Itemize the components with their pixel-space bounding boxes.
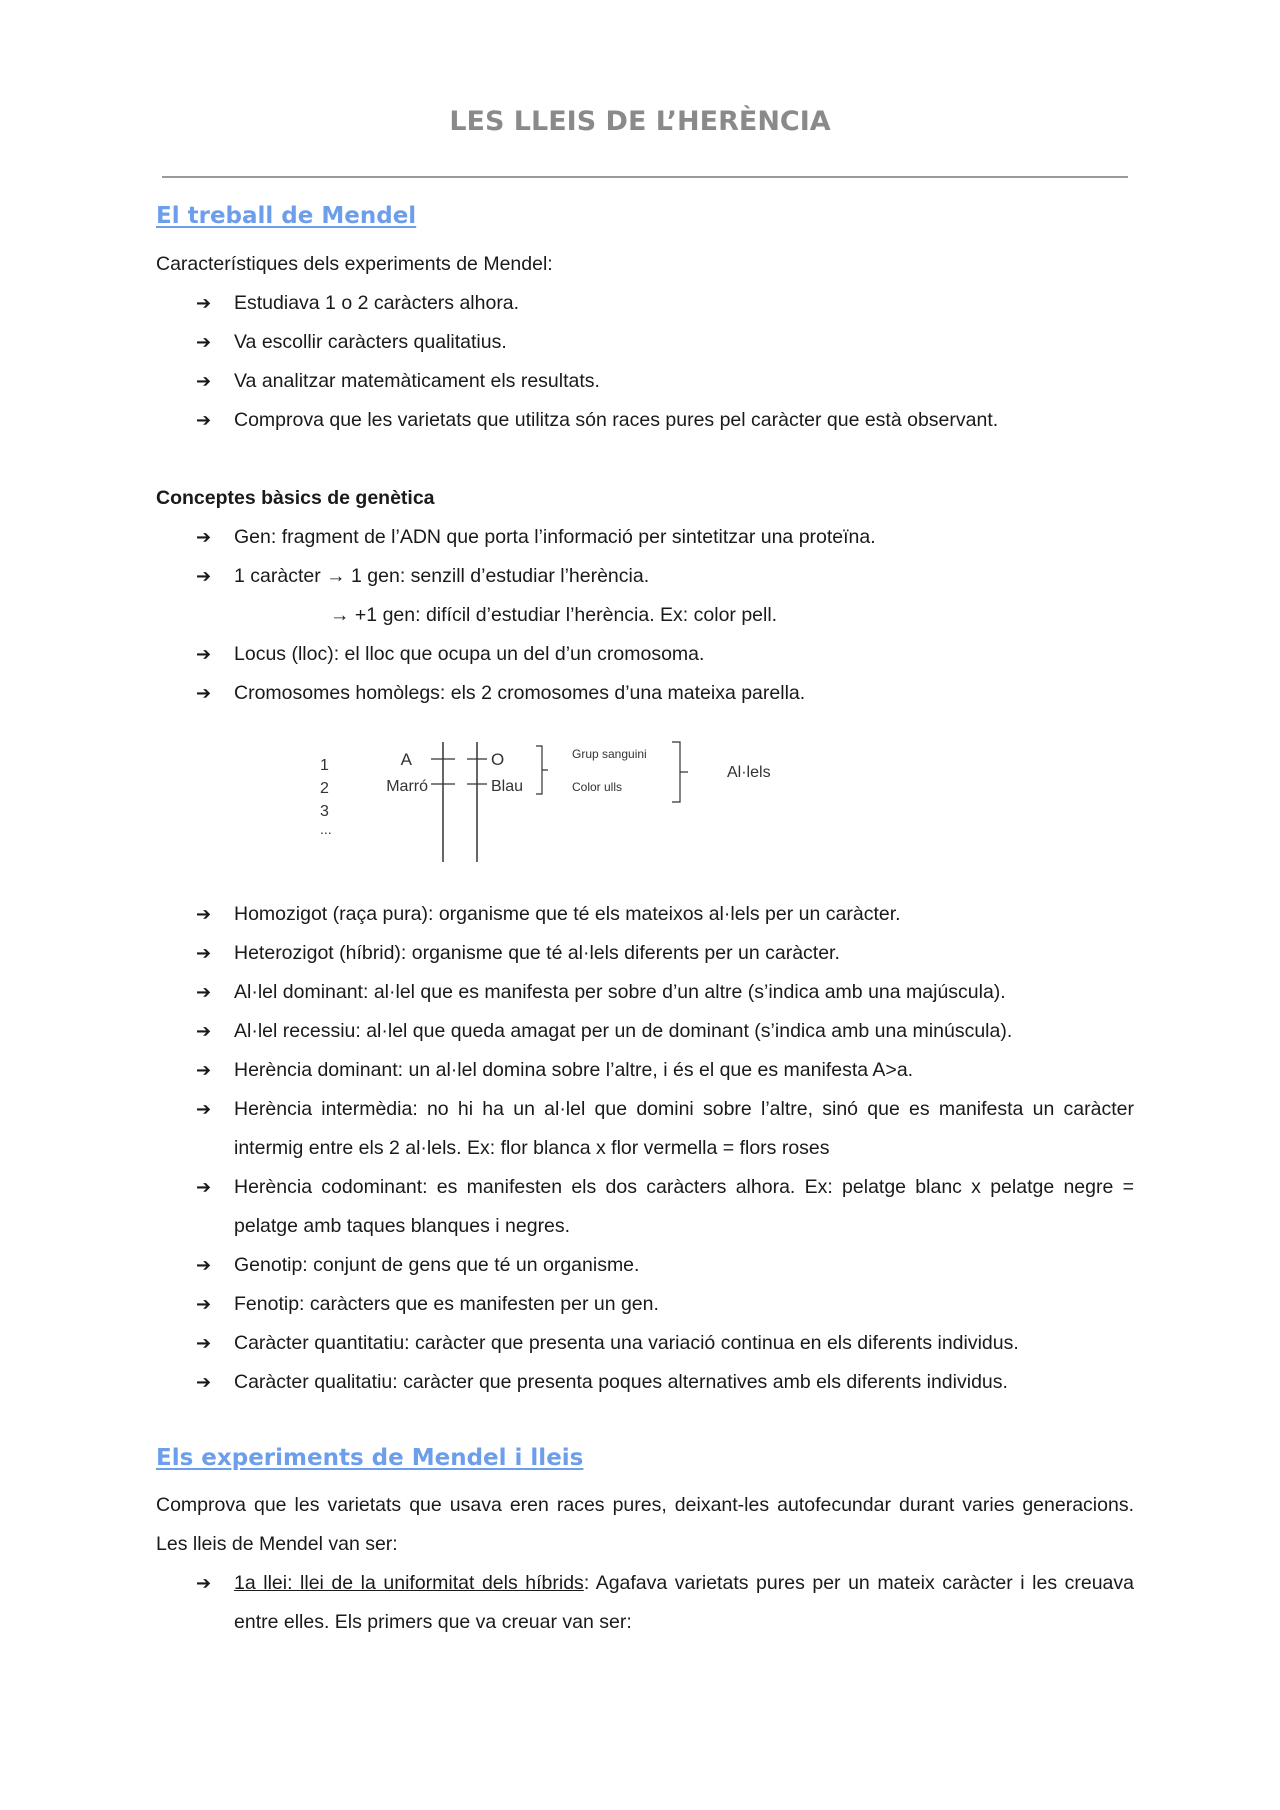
list-item-text: Locus (lloc): el lloc que ocupa un del d’un cromosoma.: [234, 643, 705, 665]
arrow-icon: ➔: [196, 1333, 212, 1354]
arrow-icon: ➔: [196, 1372, 212, 1393]
arrow-icon: ➔: [196, 371, 212, 392]
list-item-text: Herència dominant: un al·lel domina sobre l’altre, i és el que es manifesta A>a.: [234, 1059, 914, 1081]
concepts-heading: Conceptes bàsics de genètica: [156, 487, 435, 509]
list-item-text: Comprova que les varietats que utilitza són races pures pel caràcter que està observant.: [234, 409, 999, 431]
list-item-text: Herència codominant: es manifesten els dos caràcters alhora. Ex: pelatge blanc x pelatge negre = pelatge amb taques blanques i negres.: [234, 1176, 1134, 1237]
locus-number-1: 1: [320, 757, 329, 774]
list-item: [156, 323, 1134, 362]
arrow-icon: ➔: [196, 293, 212, 314]
list-item: [156, 1168, 1134, 1246]
arrow-icon: ➔: [196, 644, 212, 665]
arrow-icon: ➔: [196, 1177, 212, 1198]
list-item: [156, 1285, 1134, 1324]
list-item-text: Va analitzar matemàticament els resultats.: [234, 370, 600, 392]
arrow-icon: ➔: [196, 1099, 212, 1120]
list-item: [156, 1324, 1134, 1363]
trait-bracket: [536, 746, 548, 794]
list-item: [156, 895, 1134, 934]
list-item-text: Al·lel recessiu: al·lel que queda amagat per un de dominant (s’indica amb una minúscula).: [234, 1020, 1013, 1042]
list-item: [156, 973, 1134, 1012]
alleles-label: Al·lels: [727, 764, 771, 781]
list-item-text: Fenotip: caràcters que es manifesten per un gen.: [234, 1293, 659, 1315]
section-heading-experiments: Els experiments de Mendel i lleis: [156, 1445, 584, 1471]
list-item: [156, 635, 1134, 674]
list-item: [156, 1090, 1134, 1168]
arrow-icon: ➔: [196, 1060, 212, 1081]
list-item-text: Herència intermèdia: no hi ha un al·lel que domini sobre l’altre, sinó que es manifesta un caràcter intermig entre els 2 al·lels. Ex: flor blanca x flor vermella = flors roses: [234, 1098, 1134, 1159]
section-heading-mendel-work: El treball de Mendel: [156, 203, 417, 229]
list-item-law1: [156, 1564, 1134, 1642]
law1-label: 1a llei: llei de la uniformitat dels híbrids: [234, 1572, 584, 1594]
list-item-text: Cromosomes homòlegs: els 2 cromosomes d’una mateixa parella.: [234, 682, 806, 704]
arrow-icon: ➔: [196, 1255, 212, 1276]
locus-number-2: 2: [320, 780, 329, 797]
list-item-text: 1 caràcter → 1 gen: senzill d’estudiar l’herència.: [234, 565, 650, 587]
list-item-text: Va escollir caràcters qualitatius.: [234, 331, 507, 353]
list-item: [156, 1012, 1134, 1051]
trait-blood-group: Grup sanguini: [572, 747, 647, 761]
arrow-icon: ➔: [196, 527, 212, 548]
list-item-text: Estudiava 1 o 2 caràcters alhora.: [234, 292, 520, 314]
allele-bracket: [672, 742, 688, 802]
section1-intro: Característiques dels experiments de Mendel:: [156, 253, 553, 275]
arrow-icon: ➔: [196, 1021, 212, 1042]
arrow-icon: ➔: [196, 332, 212, 353]
list-item: [156, 1051, 1134, 1090]
arrow-icon: ➔: [196, 943, 212, 964]
allele-marro: Marró: [386, 778, 428, 795]
list-item: [156, 557, 1134, 596]
locus-number-3: 3: [320, 803, 329, 820]
list-item: [156, 1363, 1134, 1402]
list-item: [156, 1246, 1134, 1285]
section2-list: [156, 1564, 1134, 1642]
arrow-icon: ➔: [196, 1573, 212, 1594]
list-item: [156, 401, 1134, 440]
list-item: [156, 362, 1134, 401]
concepts-list-a: [156, 518, 1134, 596]
allele-blau: Blau: [491, 778, 524, 795]
list-item: [156, 284, 1134, 323]
arrow-icon: ➔: [196, 1294, 212, 1315]
list-item-text: Gen: fragment de l’ADN que porta l’informació per sintetitzar una proteïna.: [234, 526, 876, 548]
allele-o: O: [491, 750, 505, 769]
section1-list: [156, 284, 1134, 440]
arrow-icon: ➔: [196, 982, 212, 1003]
list-item-text: Genotip: conjunt de gens que té un organisme.: [234, 1254, 640, 1276]
section2-intro: Comprova que les varietats que usava eren races pures, deixant-les autofecundar durant varies generacions. Les lleis de Mendel van ser:: [156, 1494, 1134, 1555]
arrow-icon: ➔: [196, 904, 212, 925]
list-item: [156, 674, 1134, 713]
concepts-sub-line: → +1 gen: difícil d’estudiar l’herència. Ex: color pell.: [330, 604, 778, 626]
concepts-list-c: [156, 895, 1134, 1402]
allele-a: A: [400, 750, 412, 769]
list-item-text: Al·lel dominant: al·lel que es manifesta per sobre d’un altre (s’indica amb una majúscula).: [234, 981, 1006, 1003]
chromosome-diagram: [310, 732, 810, 872]
concepts-list-b: [156, 635, 1134, 713]
law1-text: : Agafava varietats pures per un mateix caràcter i les creuava entre elles. Els primers que va creuar van ser:: [234, 1572, 1134, 1633]
list-item-text: Heterozigot (híbrid): organisme que té al·lels diferents per un caràcter.: [234, 942, 840, 964]
arrow-icon: ➔: [196, 566, 212, 587]
locus-number-more: ...: [320, 821, 332, 837]
arrow-icon: ➔: [196, 683, 212, 704]
title-divider: [162, 176, 1128, 178]
document-title: LES LLEIS DE L’HERÈNCIA: [449, 106, 831, 137]
list-item-text: Caràcter qualitatiu: caràcter que presenta poques alternatives amb els diferents individus.: [234, 1371, 1008, 1393]
trait-eye-color: Color ulls: [572, 780, 623, 794]
list-item-text: Homozigot (raça pura): organisme que té els mateixos al·lels per un caràcter.: [234, 903, 901, 925]
list-item: [156, 934, 1134, 973]
arrow-icon: ➔: [196, 410, 212, 431]
list-item: [156, 518, 1134, 557]
list-item-text: Caràcter quantitatiu: caràcter que presenta una variació continua en els diferents individus.: [234, 1332, 1019, 1354]
